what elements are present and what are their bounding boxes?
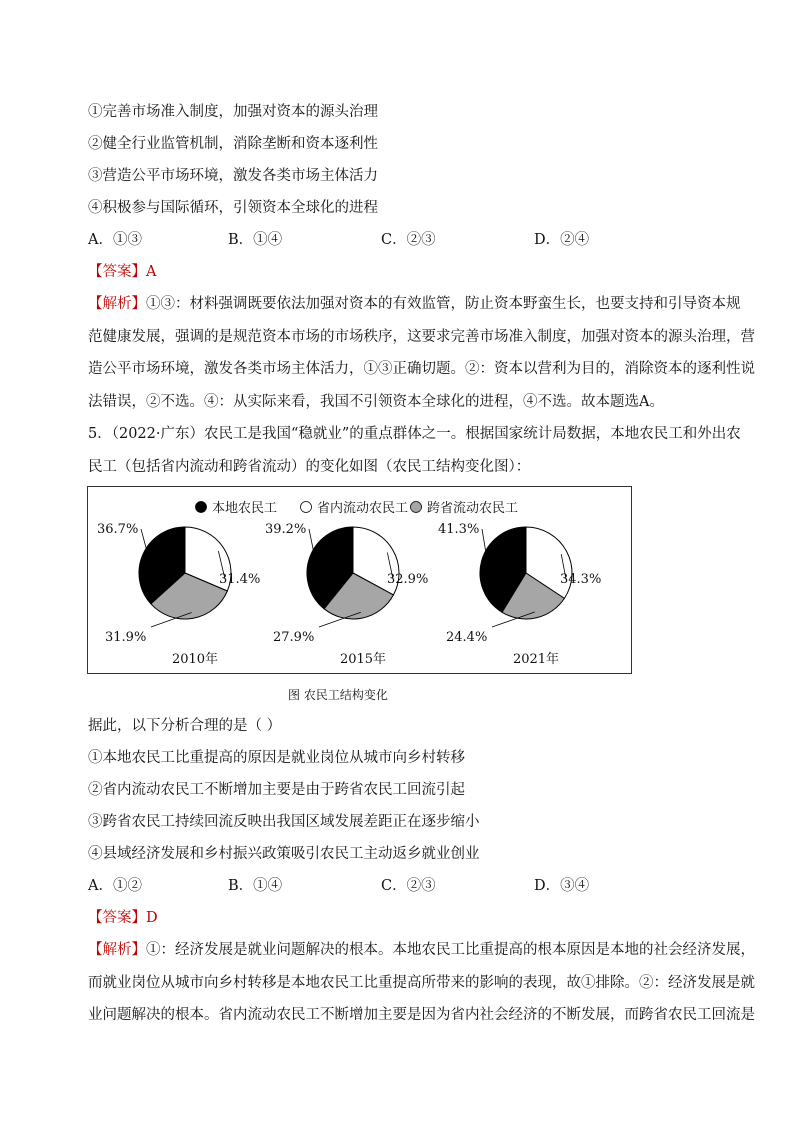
q4-analysis-line-3: 造公平市场环境，激发各类市场主体活力，①③正确切题。②：资本以营利为目的，消除资本的逐利性说: [88, 361, 755, 377]
q5-stem-line-2: 民工（包括省内流动和跨省流动）的变化如图（农民工结构变化图）：: [88, 458, 531, 475]
q5-stem-line-1: 5．（2022·广东）农民工是我国“稳就业”的重点群体之一。根据国家统计局数据，本地农民工和外出农: [88, 426, 741, 442]
q5-lead: 据此，以下分析合理的是（ ）: [88, 718, 282, 734]
q4-item-3: ③营造公平市场环境，激发各类市场主体活力: [88, 168, 378, 184]
q4-answer-value: A: [146, 264, 157, 280]
q5-answer: [88, 908, 158, 928]
q5-item-2: ②省内流动农民工不断增加主要是由于跨省农民工回流引起: [88, 782, 465, 798]
pie-label-2-1: 39.2%: [265, 522, 307, 537]
q4-option-d: D．②④: [534, 232, 590, 248]
q5-analysis-line-2: 而就业岗位从城市向乡村转移是本地农民工比重提高所带来的影响的表现，故①排除。②：经济发展是就: [88, 974, 755, 991]
q4-item-1: ①完善市场准入制度，加强对资本的源头治理: [88, 104, 378, 120]
q4-analysis-line-2: 范健康发展，强调的是规范资本市场的市场秩序，这要求完善市场准入制度，加强对资本的源头治理，营: [88, 328, 755, 345]
q4-analysis-line-1: ①③：材料强调既要依法加强对资本的有效监管，防止资本野蛮生长，也要支持和引导资本规: [146, 296, 741, 312]
legend-marker-3: [411, 502, 422, 513]
q5-option-d: D．③④: [534, 878, 590, 894]
pie-label-3-1: 41.3%: [438, 522, 480, 537]
legend-marker-2: [301, 502, 312, 513]
legend-label-3: 跨省流动农民工: [427, 501, 519, 516]
q5-answer-label: 【答案】: [88, 910, 146, 926]
q5-analysis-line-1: ①：经济发展是就业问题解决的根本。本地农民工比重提高的根本原因是本地的社会经济发展，: [146, 942, 755, 958]
pie-chart-svg: [88, 487, 631, 673]
pie-chart-figure: [87, 486, 632, 674]
pie-label-1-1: 36.7%: [97, 522, 139, 537]
legend-label-2: 省内流动农民工: [317, 501, 409, 516]
q5-option-a: A．①②: [88, 878, 142, 894]
q5-stem: [88, 418, 741, 483]
pie-year-label-1: 2010年: [171, 652, 219, 667]
q5-analysis-line-3: 业问题解决的根本。省内流动农民工不断增加主要是因为省内社会经济的不断发展，而跨省农民工回流是: [88, 1007, 755, 1023]
q4-analysis-label: 【解析】: [88, 296, 146, 312]
q4-option-b: B．①④: [228, 232, 283, 248]
pie-year-label-2: 2015年: [339, 652, 387, 667]
q4-option-a: A．①③: [88, 232, 142, 248]
pie-label-2-3: 27.9%: [273, 630, 315, 645]
q4-item-4: ④积极参与国际循环，引领资本全球化的进程: [88, 200, 378, 216]
q5-analysis-label: 【解析】: [88, 942, 146, 958]
q5-analysis: [88, 934, 755, 1032]
legend-label-1: 本地农民工: [212, 501, 278, 516]
pie-label-2-2: 32.9%: [387, 572, 429, 587]
q5-item-1: ①本地农民工比重提高的原因是就业岗位从城市向乡村转移: [88, 750, 465, 766]
q4-answer-label: 【答案】: [88, 264, 146, 280]
q5-item-3: ③跨省农民工持续回流反映出我国区域发展差距正在逐步缩小: [88, 814, 480, 830]
pie-label-1-3: 31.9%: [105, 630, 147, 645]
pie-label-1-2: 31.4%: [219, 572, 261, 587]
pie-label-3-2: 34.3%: [560, 572, 602, 587]
figure-caption: 图 农民工结构变化: [288, 688, 388, 702]
q4-analysis: [88, 288, 755, 418]
pie-label-3-3: 24.4%: [446, 630, 488, 645]
q4-answer: [88, 262, 156, 282]
q4-option-c: C．②③: [381, 232, 436, 248]
q5-option-c: C．②③: [381, 878, 436, 894]
q5-answer-value: D: [146, 910, 158, 926]
pie-year-label-3: 2021年: [512, 652, 560, 667]
q4-analysis-line-4: 法错误，②不选。④：从实际来看，我国不引领资本全球化的进程，④不选。故本题选A。: [88, 393, 664, 410]
legend-marker-1: [196, 502, 207, 513]
q4-item-2: ②健全行业监管机制，消除垄断和资本逐利性: [88, 136, 378, 152]
q5-item-4: ④县域经济发展和乡村振兴政策吸引农民工主动返乡就业创业: [88, 846, 480, 862]
q5-option-b: B．①④: [228, 878, 283, 894]
